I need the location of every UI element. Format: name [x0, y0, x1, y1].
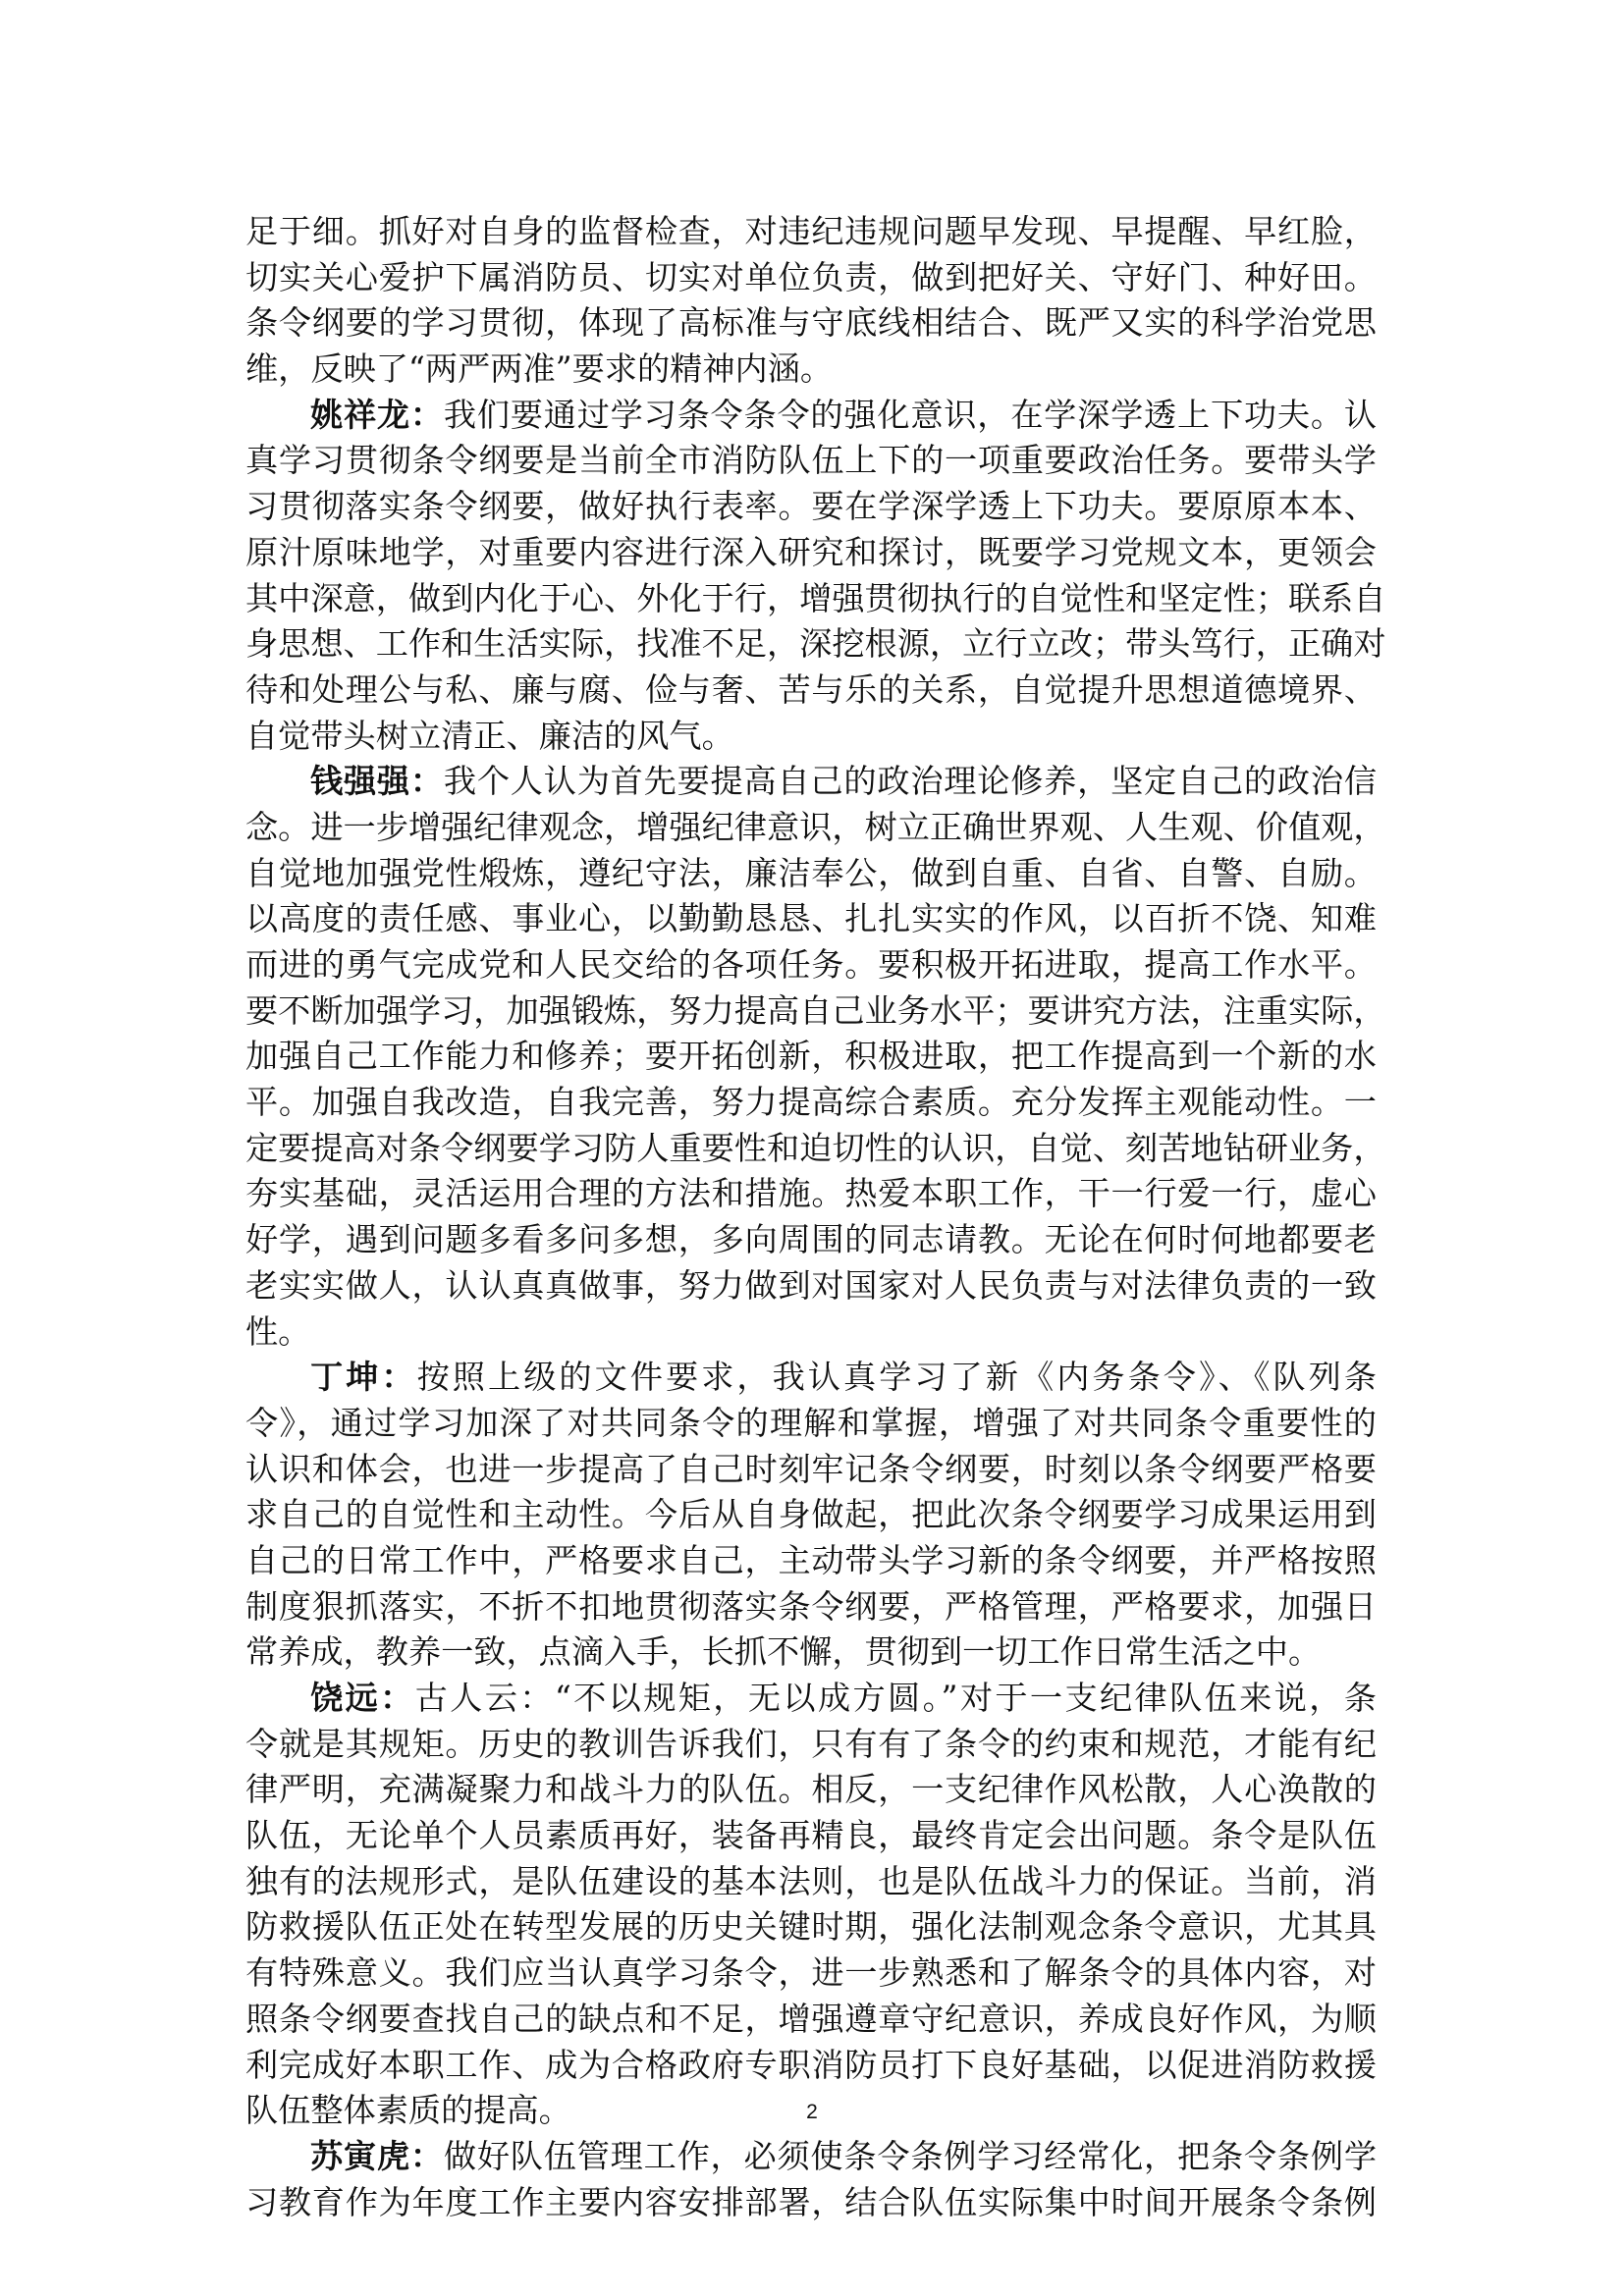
- text-line: 念。进一步增强纪律观念，增强纪律意识，树立正确世界观、人生观、价值观，: [245, 807, 1386, 846]
- text-line: 常养成，教养一致，点滴入手，长抓不懈，贯彻到一切工作日常生活之中。: [245, 1632, 1322, 1672]
- text-line: 制度狠抓落实，不折不扣地贯彻落实条令纲要，严格管理，严格要求，加强日: [245, 1586, 1377, 1626]
- text-line: 以高度的责任感、事业心，以勤勤恳恳、扎扎实实的作风，以百折不饶、知难: [245, 899, 1377, 938]
- text-line: 原汁原味地学，对重要内容进行深入研究和探讨，既要学习党规文本，更领会: [245, 532, 1377, 571]
- text-line: 老实实做人，认认真真做事，努力做到对国家对人民负责与对法律负责的一致: [245, 1265, 1377, 1305]
- speaker-name: 钱强强：: [310, 762, 444, 801]
- text-line: 习教育作为年度工作主要内容安排部署，结合队伍实际集中时间开展条令条例: [245, 2182, 1377, 2221]
- text-line: 平。加强自我改造，自我完善，努力提高综合素质。充分发挥主观能动性。一: [245, 1083, 1377, 1122]
- text-line: 令》，通过学习加深了对共同条令的理解和掌握，增强了对共同条令重要性的: [245, 1403, 1377, 1442]
- text-line: 令就是其规矩。历史的教训告诉我们，只有有了条令的约束和规范，才能有纪: [245, 1724, 1377, 1763]
- page-number: 2: [806, 2101, 818, 2123]
- text-line: 求自己的自觉性和主动性。今后从自身做起，把此次条令纲要学习成果运用到: [245, 1495, 1377, 1534]
- text-line: 利完成好本职工作、成为合格政府专职消防员打下良好基础，以促进消防救援: [245, 2045, 1377, 2084]
- text-line: 自觉地加强党性煅炼，遵纪守法，廉洁奉公，做到自重、自省、自警、自励。: [245, 853, 1377, 892]
- text-line: 习贯彻落实条令纲要，做好执行表率。要在学深学透上下功夫。要原原本本、: [245, 487, 1377, 526]
- document-body: [245, 209, 1386, 2225]
- text-line: 切实关心爱护下属消防员、切实对单位负责，做到把好关、守好门、种好田。: [245, 257, 1377, 296]
- paragraph-speaker-5: [245, 2134, 1377, 2225]
- text-line: [245, 759, 1377, 805]
- text-line: 待和处理公与私、廉与腐、俭与奢、苦与乐的关系，自觉提升思想道德境界、: [245, 669, 1377, 709]
- paragraph-continuation: [245, 209, 1377, 393]
- speaker-name: 丁坤：: [310, 1358, 417, 1397]
- text-line: 队伍，无论单个人员素质再好，装备再精良，最终肯定会出问题。条令是队伍: [245, 1816, 1377, 1855]
- text-segment: 古人云：“不以规矩，无以成方圆。”对于一支纪律队伍来说，条: [414, 1679, 1377, 1717]
- text-line: 维，反映了“两严两准”要求的精神内涵。: [245, 349, 834, 389]
- text-line: 自觉带头树立清正、廉洁的风气。: [245, 716, 734, 755]
- paragraph-speaker-2: [245, 759, 1386, 1355]
- text-line: 定要提高对条令纲要学习防人重要性和迫切性的认识，自觉、刻苦地钻研业务，: [245, 1128, 1386, 1167]
- speaker-name: 姚祥龙：: [310, 395, 444, 434]
- text-line: 加强自己工作能力和修养；要开拓创新，积极进取，把工作提高到一个新的水: [245, 1037, 1377, 1076]
- text-line: 队伍整体素质的提高。: [245, 2091, 571, 2130]
- text-line: 而进的勇气完成党和人民交给的各项任务。要积极开拓进取，提高工作水平。: [245, 945, 1377, 984]
- paragraph-speaker-1: [245, 393, 1386, 760]
- text-line: 好学，遇到问题多看多问多想，多向周围的同志请教。无论在何时何地都要老: [245, 1220, 1377, 1259]
- text-segment: 按照上级的文件要求，我认真学习了新《内务条令》、《队列条: [416, 1358, 1377, 1397]
- paragraph-speaker-3: [245, 1355, 1377, 1676]
- paragraph-speaker-4: [245, 1676, 1377, 2134]
- text-line: 条令纲要的学习贯彻，体现了高标准与守底线相结合、既严又实的科学治党思: [245, 303, 1377, 343]
- text-line: 足于细。抓好对自身的监督检查，对违纪违规问题早发现、早提醒、早红脸，: [245, 212, 1377, 250]
- text-line: 其中深意，做到内化于心、外化于行，增强贯彻执行的自觉性和坚定性；联系自: [245, 578, 1386, 617]
- text-line: 真学习贯彻条令纲要是当前全市消防队伍上下的一项重要政治任务。要带头学: [245, 441, 1377, 480]
- text-line: 防救援队伍正处在转型发展的历史关键时期，强化法制观念条令意识，尤其具: [245, 1907, 1377, 1947]
- text-line: 照条令纲要查找自己的缺点和不足，增强遵章守纪意识，养成良好作风，为顺: [245, 1999, 1377, 2038]
- text-line: [245, 393, 1377, 439]
- text-line: 性。: [245, 1311, 311, 1351]
- text-segment: 我个人认为首先要提高自己的政治理论修养，坚定自己的政治信: [443, 762, 1378, 801]
- text-line: [245, 2134, 1377, 2180]
- text-line: 夯实基础，灵活运用合理的方法和措施。热爱本职工作，干一行爱一行，虚心: [245, 1174, 1377, 1213]
- text-line: 有特殊意义。我们应当认真学习条令，进一步熟悉和了解条令的具体内容，对: [245, 1953, 1377, 1993]
- text-segment: 做好队伍管理工作，必须使条令条例学习经常化，把条令条例学: [443, 2136, 1378, 2175]
- speaker-name: 饶远：: [310, 1679, 415, 1717]
- text-line: [245, 1676, 1377, 1722]
- speaker-name: 苏寅虎：: [310, 2136, 444, 2175]
- text-line: [245, 1355, 1377, 1401]
- text-line: 律严明，充满凝聚力和战斗力的队伍。相反，一支纪律作风松散，人心涣散的: [245, 1770, 1377, 1809]
- text-line: 自己的日常工作中，严格要求自己，主动带头学习新的条令纲要，并严格按照: [245, 1540, 1377, 1579]
- text-line: 身思想、工作和生活实际，找准不足，深挖根源，立行立改；带头笃行，正确对: [245, 624, 1386, 664]
- text-line: 要不断加强学习，加强锻炼，努力提高自己业务水平；要讲究方法，注重实际，: [245, 990, 1386, 1030]
- text-line: 认识和体会，也进一步提高了自己时刻牢记条令纲要，时刻以条令纲要严格要: [245, 1449, 1377, 1488]
- text-line: 独有的法规形式，是队伍建设的基本法则，也是队伍战斗力的保证。当前，消: [245, 1861, 1377, 1900]
- text-segment: 我们要通过学习条令条令的强化意识，在学深学透上下功夫。认: [443, 395, 1378, 434]
